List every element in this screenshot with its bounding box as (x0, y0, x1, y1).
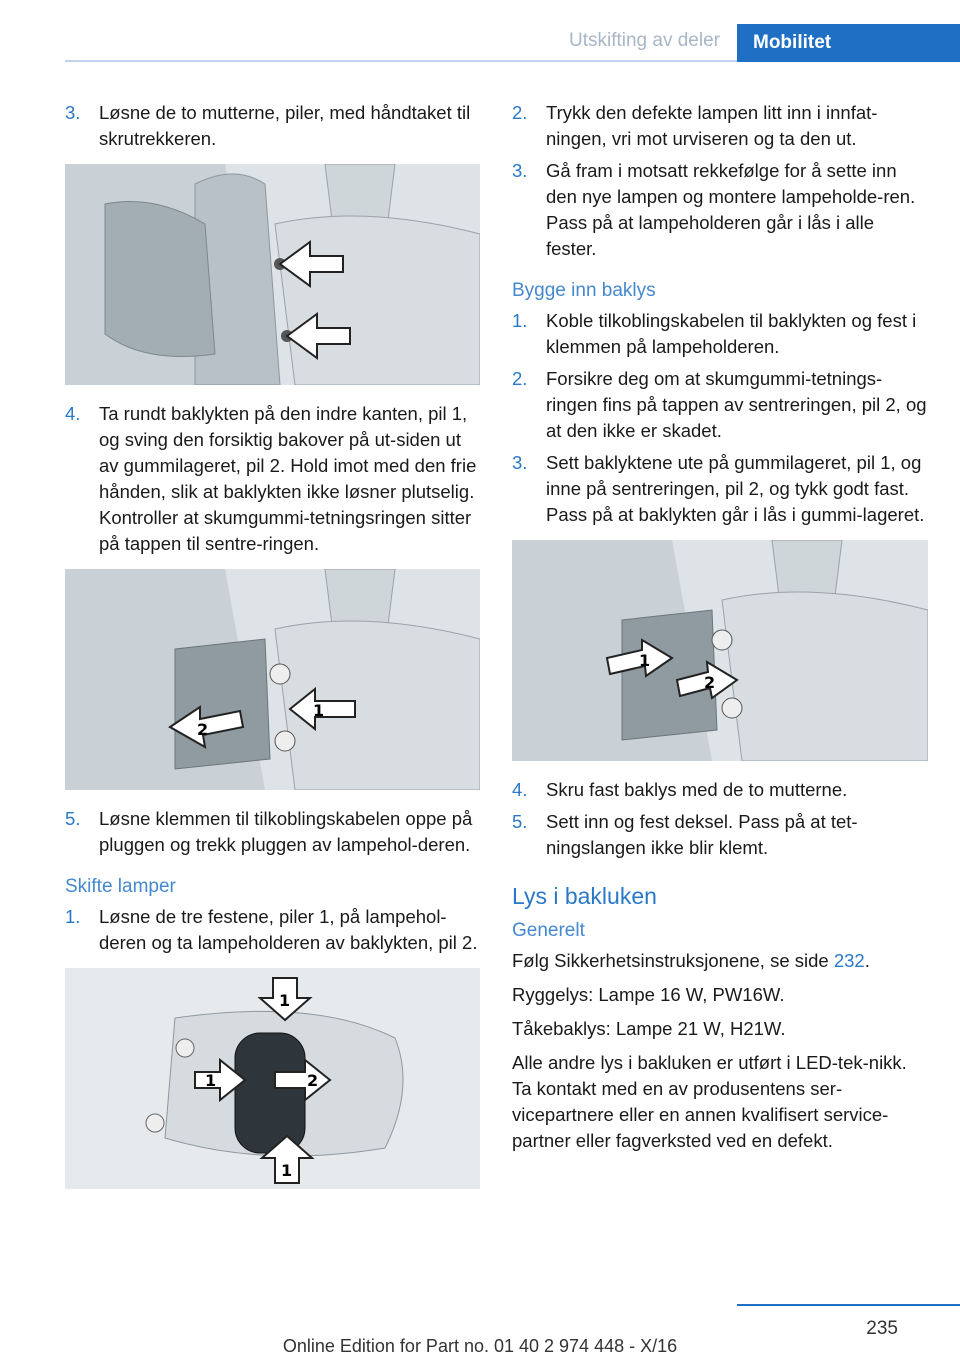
step-number: 4. (512, 779, 528, 800)
figure-label-top: 1 (279, 991, 291, 1010)
footer-edition: Online Edition for Part no. 01 40 2 974 448 - X/16 (282, 1336, 678, 1356)
step-number: 2. (512, 368, 528, 389)
subheading-generelt: Generelt (512, 920, 585, 941)
safety-reference-paragraph (512, 948, 928, 974)
page-link-232[interactable]: 232 (833, 950, 865, 971)
heading-lys-i-bakluken: Lys i bakluken (512, 883, 657, 909)
step-item (65, 904, 480, 956)
step-item (512, 100, 928, 152)
figure-label-left: 1 (205, 1071, 217, 1090)
step-text: Skru fast baklys med de to mutterne. (546, 779, 848, 800)
figure-taillight-install (512, 540, 928, 761)
step-item (65, 401, 480, 557)
step-number: 5. (512, 811, 528, 832)
step-item (65, 806, 480, 858)
step-item (512, 366, 928, 444)
figure-label-2: 2 (704, 673, 716, 692)
step-number: 1. (65, 906, 81, 927)
footer-rule (737, 1304, 960, 1306)
step-number: 3. (512, 160, 528, 181)
subheading-skifte-lamper: Skifte lamper (65, 876, 176, 897)
step-text: Gå fram i motsatt rekkefølge for å sette inn den nye lampen og montere lampeholde-ren. Pass på at lampeholderen går i lås i alle fester. (546, 160, 916, 259)
step-number: 1. (512, 310, 528, 331)
figure-taillight-swing (65, 569, 480, 790)
header-chapter-tab: Mobilitet (737, 24, 960, 62)
led-info-paragraph: Alle andre lys i bakluken er utført i LED-tek-nikk. Ta kontakt med en av produsentens ser-vicepartnere eller en annen kvalifisert service-partner eller fagverksted ved en defekt. (512, 1052, 907, 1151)
step-text: Løsne de tre festene, piler 1, på lampehol-deren og ta lampeholderen av baklykten, pil 2. (99, 906, 478, 953)
fog-light-spec: Tåkebaklys: Lampe 21 W, H21W. (512, 1018, 786, 1039)
figure-label-1: 1 (639, 651, 651, 670)
right-column (512, 100, 928, 1162)
step-number: 2. (512, 102, 528, 123)
step-text: Koble tilkoblingskabelen til baklykten og fest i klemmen på lampeholderen. (546, 310, 917, 357)
step-number: 3. (65, 102, 81, 123)
figure-label-2: 2 (197, 720, 209, 739)
step-text: Sett inn og fest deksel. Pass på at tet-ningslangen ikke blir klemt. (546, 811, 858, 858)
reversing-light-spec: Ryggelys: Lampe 16 W, PW16W. (512, 984, 785, 1005)
figure-label-right: 2 (307, 1071, 319, 1090)
step-text: Ta rundt baklykten på den indre kanten, pil 1, og sving den forsiktig bakover på ut-siden ut av gummilageret, pil 2. Hold imot med den frie hånden, slik at baklykten ikke løsner plutselig. Kontroller at skumgummi-tetningsringen sitter på tappen til sentre-ringen. (99, 403, 477, 554)
subheading-bygge-inn-baklys: Bygge inn baklys (512, 280, 656, 301)
figure-lamp-holder (65, 968, 480, 1189)
safety-reference-period: . (864, 950, 870, 971)
step-item (65, 100, 480, 152)
step-number: 4. (65, 403, 81, 424)
step-item (512, 308, 928, 360)
step-text: Trykk den defekte lampen litt inn i innfat-ningen, vri mot urviseren og ta den ut. (546, 102, 878, 149)
figure-label-bottom: 1 (281, 1161, 293, 1180)
step-item (512, 450, 928, 528)
step-item (512, 809, 928, 861)
step-text: Forsikre deg om at skumgummi-tetnings-ringen fins på tappen av sentreringen, pil 2, og at den ikke er skadet. (546, 368, 927, 441)
page-number: 235 (866, 1318, 898, 1339)
step-number: 3. (512, 452, 528, 473)
step-text: Løsne klemmen til tilkoblingskabelen oppe på pluggen og trekk pluggen av lampehol-deren. (99, 808, 473, 855)
step-text: Sett baklyktene ute på gummilageret, pil 1, og inne på sentreringen, pil 2, og tykk godt fast. Pass på at baklykten går i lås i gummi-lageret. (546, 452, 925, 525)
step-number: 5. (65, 808, 81, 829)
figure-taillight-nuts (65, 164, 480, 385)
safety-reference-text: Følg Sikkerhetsinstruksjonene, se side (512, 950, 834, 971)
header-section-title: Utskifting av deler (568, 30, 720, 51)
step-item (512, 158, 928, 262)
step-text: Løsne de to mutterne, piler, med håndtaket til skrutrekkeren. (99, 102, 471, 149)
step-item (512, 777, 928, 803)
left-column (65, 100, 480, 1205)
figure-label-1: 1 (313, 701, 325, 720)
